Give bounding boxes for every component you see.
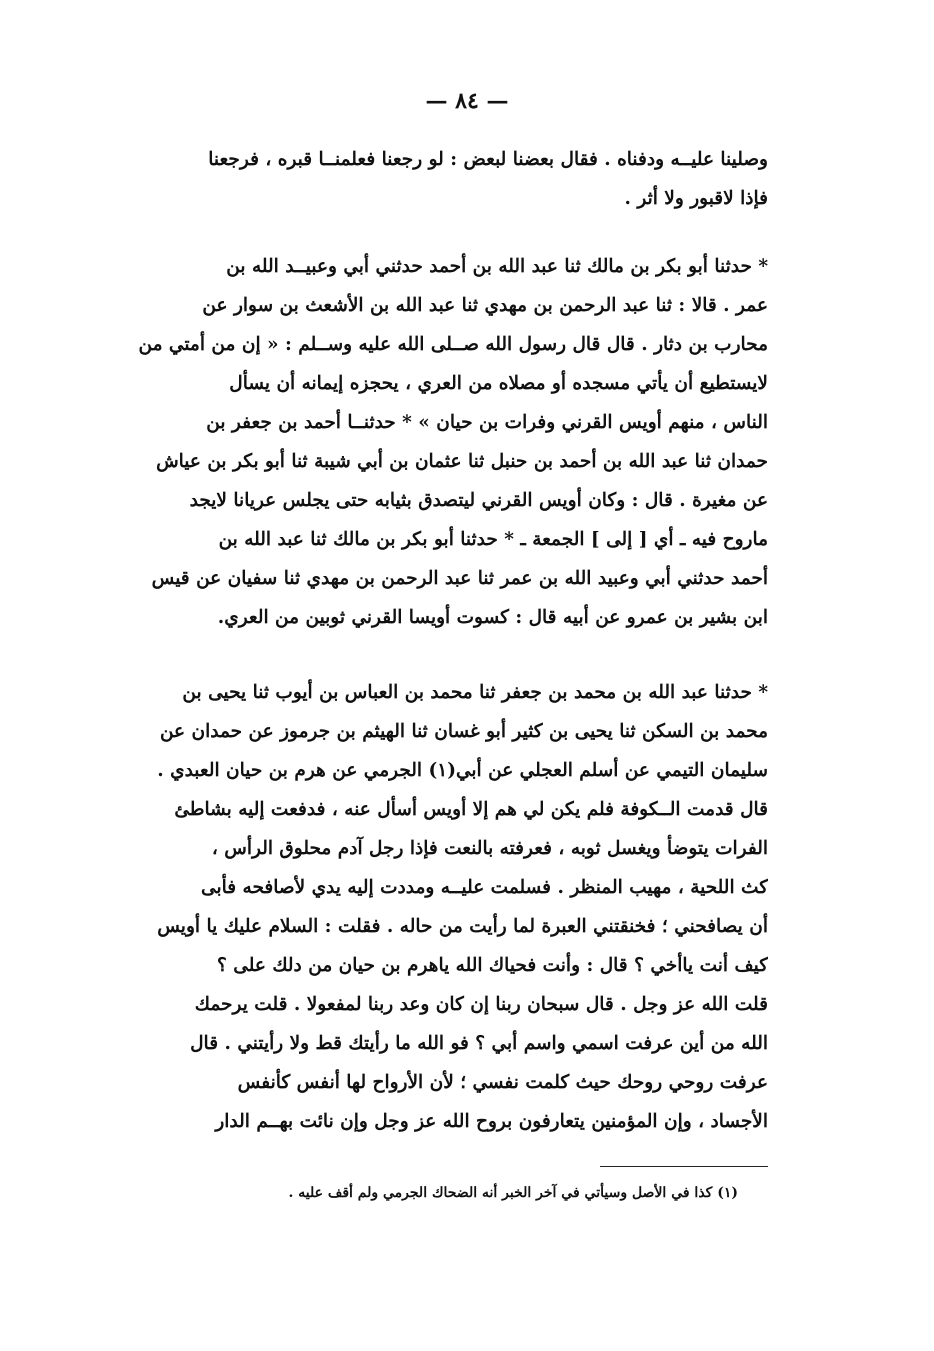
footnote: (١) كذا في الأصل وسيأتي في آخر الخبر أنه الضحاك الجرمي ولم أقف عليه . — [288, 1185, 738, 1201]
text-line: لايستطيع أن يأتي مسجده أو مصلاه من العري ، يحجزه إيمانه أن يسأل — [229, 373, 768, 394]
text-line: كث اللحية ، مهيب المنظر . فسلمت عليــه ومددت إليه يدي لأصافحه فأبى — [201, 877, 768, 898]
page-number: — ٨٤ — — [425, 88, 509, 114]
text-line: محارب بن دثار . قال قال رسول الله صــلى الله عليه وســلم : « إن من أمتي من — [138, 334, 768, 355]
text-line: فإذا لاقبور ولا أثر . — [624, 188, 768, 209]
text-line: وصلينا عليــه ودفناه . فقال بعضنا لبعض : لو رجعنا فعلمنــا قبره ، فرجعنا — [208, 149, 768, 170]
text-line: عن مغيرة . قال : وكان أويس القرني ليتصدق بثيابه حتى يجلس عريانا لايجد — [189, 490, 768, 511]
text-line: ماروح فيه ـ أي [ إلى ] الجمعة ـ * حدثنا أبو بكر بن مالك ثنا عبد الله بن — [218, 529, 768, 550]
text-line: قلت الله عز وجل . قال سبحان ربنا إن كان وعد ربنا لمفعولا . قلت يرحمك — [194, 994, 768, 1015]
text-line: كيف أنت ياأخي ؟ قال : وأنت فحياك الله ياهرم بن حيان من دلك على ؟ — [217, 955, 768, 976]
text-line: الناس ، منهم أويس القرني وفرات بن حيان » * حدثنــا أحمد بن جعفر بن — [206, 412, 768, 433]
text-line: قال قدمت الــكوفة فلم يكن لي هم إلا أويس أسأل عنه ، فدفعت إليه بشاطئ — [174, 799, 768, 820]
text-line: الله من أين عرفت اسمي واسم أبي ؟ فو الله ما رأيتك قط ولا رأيتني . قال — [190, 1033, 768, 1054]
text-line: * حدثنا عبد الله بن محمد بن جعفر ثنا محمد بن العباس بن أيوب ثنا يحيى بن — [182, 682, 768, 703]
text-line: ابن بشير بن عمرو عن أبيه قال : كسوت أويسا القرني ثوبين من العري. — [217, 607, 768, 628]
text-line: عمر . قالا : ثنا عبد الرحمن بن مهدي ثنا عبد الله بن الأشعث بن سوار عن — [202, 295, 768, 316]
paragraph-harim-narration — [128, 673, 768, 1141]
paragraph-hadith-uways — [128, 247, 768, 637]
text-line: * حدثنا أبو بكر بن مالك ثنا عبد الله بن أحمد حدثني أبي وعبيــد الله بن — [226, 256, 768, 277]
footnote-divider — [600, 1166, 768, 1167]
text-line: أحمد حدثني أبي وعبيد الله بن عمر ثنا عبد الرحمن بن مهدي ثنا سفيان عن قيس — [151, 568, 768, 589]
text-line: سليمان التيمي عن أسلم العجلي عن أبي(١) الجرمي عن هرم بن حيان العبدي . — [157, 760, 768, 781]
text-line: محمد بن السكن ثنا يحيى بن كثير أبو غسان ثنا الهيثم بن جرموز عن حمدان عن — [159, 721, 768, 742]
text-line: عرفت روحي روحك حيث كلمت نفسي ؛ لأن الأرواح لها أنفس كأنفس — [237, 1072, 768, 1093]
text-line: حمدان ثنا عبد الله بن أحمد بن حنبل ثنا عثمان بن أبي شيبة ثنا أبو بكر بن عياش — [156, 451, 768, 472]
text-line: الفرات يتوضأ ويغسل ثوبه ، فعرفته بالنعت فإذا رجل آدم محلوق الرأس ، — [211, 838, 768, 859]
text-line: أن يصافحني ؛ فخنقتني العبرة لما رأيت من حاله . فقلت : السلام عليك يا أويس — [157, 916, 768, 937]
text-line: الأجساد ، وإن المؤمنين يتعارفون بروح الله عز وجل وإن نائت بهــم الدار — [215, 1111, 768, 1132]
paragraph-burial-end — [128, 140, 768, 218]
